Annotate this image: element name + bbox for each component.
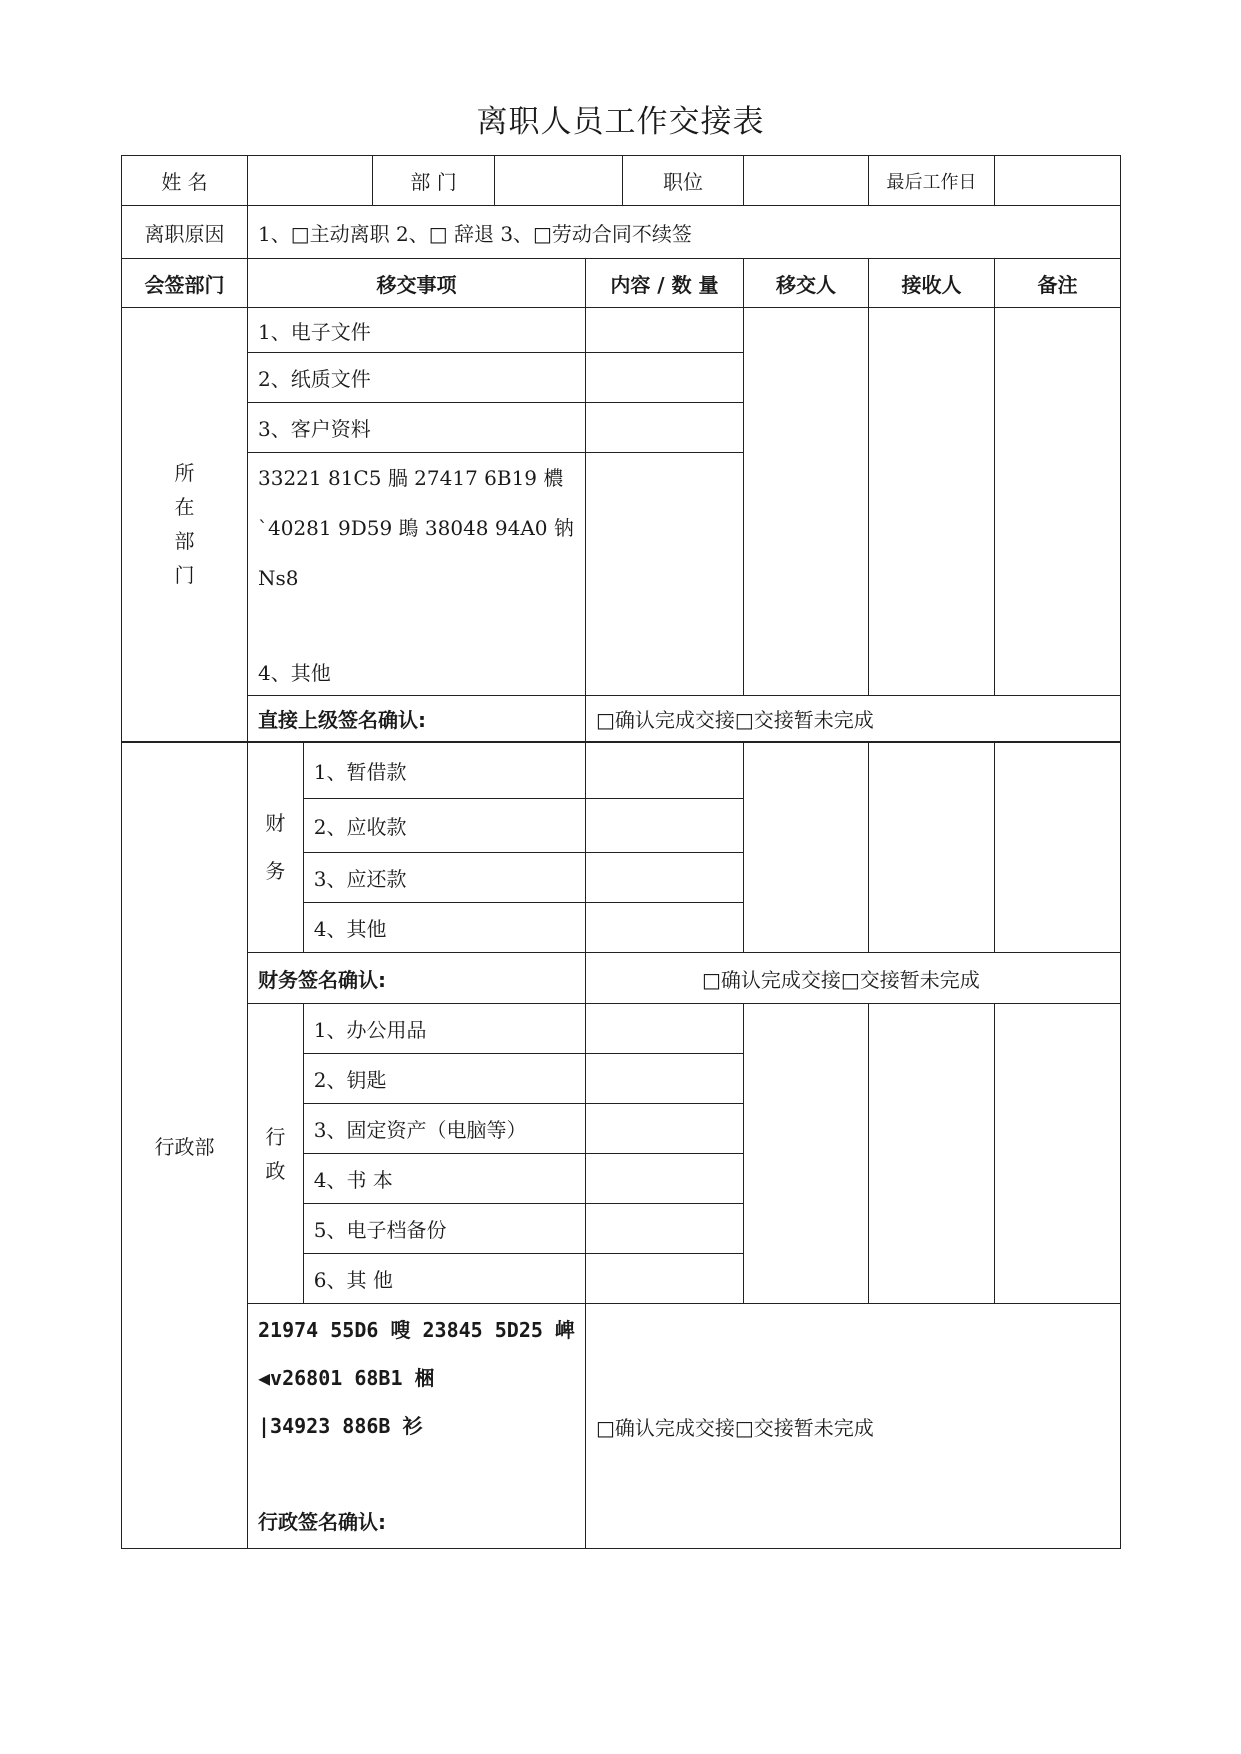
admin-signoff-options[interactable]: □确认完成交接□交接暂未完成	[585, 1304, 1120, 1549]
own-item-paper: 2、纸质文件	[248, 353, 586, 403]
own-code-lines	[258, 453, 575, 603]
finance-item-loan: 1、暂借款	[303, 742, 585, 799]
admin-item-fixed-assets: 3、固定资产（电脑等）	[303, 1104, 585, 1154]
code-line: 21974 55D6 嗖 23845 5D25 崥	[258, 1318, 575, 1342]
finance-char: 财	[265, 811, 286, 836]
own-signoff-options[interactable]: □确认完成交接□交接暂未完成	[585, 696, 1120, 742]
own-dept-char: 在	[174, 495, 195, 520]
code-line: Ns8	[258, 566, 299, 590]
reason-label: 离职原因	[122, 206, 248, 259]
admin-from-cell[interactable]	[743, 1004, 868, 1304]
admin-label	[248, 1004, 304, 1304]
finance-signoff-label: 财务签名确认:	[248, 953, 586, 1004]
page-title: 离职人员工作交接表	[476, 104, 765, 140]
admin-char: 行	[265, 1124, 286, 1149]
position-label: 职位	[622, 156, 743, 206]
finance-qty-cell[interactable]	[585, 742, 743, 799]
finance-char: 务	[265, 859, 286, 884]
admin-signoff-label: 行政签名确认:	[258, 1510, 386, 1534]
admin-to-cell[interactable]	[868, 1004, 994, 1304]
col-dept: 会签部门	[122, 259, 248, 308]
finance-label	[248, 742, 304, 953]
name-field[interactable]	[248, 156, 373, 206]
admin-char: 政	[265, 1158, 286, 1183]
own-item-electronic: 1、电子文件	[248, 308, 586, 353]
last-day-field[interactable]	[994, 156, 1120, 206]
finance-qty-cell[interactable]	[585, 799, 743, 853]
own-other-label: 4、其他	[258, 661, 331, 685]
finance-qty-cell[interactable]	[585, 853, 743, 903]
own-qty-cell[interactable]	[585, 403, 743, 453]
admin-qty-cell[interactable]	[585, 1004, 743, 1054]
admin-qty-cell[interactable]	[585, 1154, 743, 1204]
reason-options[interactable]: 1、□主动离职 2、□ 辞退 3、□劳动合同不续签	[248, 206, 1121, 259]
admin-item-keys: 2、钥匙	[303, 1054, 585, 1104]
admin-item-books: 4、书 本	[303, 1154, 585, 1204]
admin-qty-cell[interactable]	[585, 1254, 743, 1304]
col-to: 接收人	[868, 259, 994, 308]
finance-item-receivable: 2、应收款	[303, 799, 585, 853]
own-dept-char: 所	[174, 461, 195, 486]
admin-note-cell[interactable]	[994, 1004, 1120, 1304]
admin-qty-cell[interactable]	[585, 1054, 743, 1104]
last-day-label: 最后工作日	[868, 156, 994, 206]
admin-item-office-supplies: 1、办公用品	[303, 1004, 585, 1054]
code-line: `40281 9D59 鴡 38048 94A0 钠	[258, 516, 574, 540]
admin-qty-cell[interactable]	[585, 1204, 743, 1254]
handover-table	[121, 155, 1121, 1549]
own-signoff-label: 直接上级签名确认:	[248, 696, 586, 742]
code-line: |34923 886B 衫	[258, 1414, 423, 1438]
admin-item-other: 6、其 他	[303, 1254, 585, 1304]
admin-qty-cell[interactable]	[585, 1104, 743, 1154]
code-line: 33221 81C5 腡 27417 6B19 檂	[258, 466, 564, 490]
own-dept-char: 门	[174, 563, 195, 588]
col-from: 移交人	[743, 259, 868, 308]
finance-signoff-options[interactable]: □确认完成交接□交接暂未完成	[585, 953, 1120, 1004]
col-note: 备注	[994, 259, 1120, 308]
own-from-cell[interactable]	[743, 308, 868, 696]
name-label: 姓 名	[122, 156, 248, 206]
dept-label: 部 门	[373, 156, 494, 206]
own-note-cell[interactable]	[994, 308, 1120, 696]
dept-field[interactable]	[494, 156, 622, 206]
own-item-clients: 3、客户资料	[248, 403, 586, 453]
own-qty-cell[interactable]	[585, 353, 743, 403]
position-field[interactable]	[743, 156, 868, 206]
own-to-cell[interactable]	[868, 308, 994, 696]
own-qty-cell[interactable]	[585, 308, 743, 353]
admin-item-backup: 5、电子档备份	[303, 1204, 585, 1254]
finance-note-cell[interactable]	[994, 742, 1120, 953]
finance-item-other: 4、其他	[303, 903, 585, 953]
finance-from-cell[interactable]	[743, 742, 868, 953]
col-qty: 内容 / 数 量	[585, 259, 743, 308]
own-dept-char: 部	[174, 529, 195, 554]
finance-qty-cell[interactable]	[585, 903, 743, 953]
own-dept-label	[122, 308, 248, 742]
code-line: ◀v26801 68B1 梱	[258, 1366, 435, 1390]
own-item-other	[248, 453, 586, 696]
admin-code-lines	[258, 1304, 575, 1450]
admin-dept-label: 行政部	[122, 742, 248, 1549]
admin-signoff-block	[248, 1304, 586, 1549]
own-qty-cell[interactable]	[585, 453, 743, 696]
finance-item-payable: 3、应还款	[303, 853, 585, 903]
finance-to-cell[interactable]	[868, 742, 994, 953]
col-item: 移交事项	[248, 259, 586, 308]
